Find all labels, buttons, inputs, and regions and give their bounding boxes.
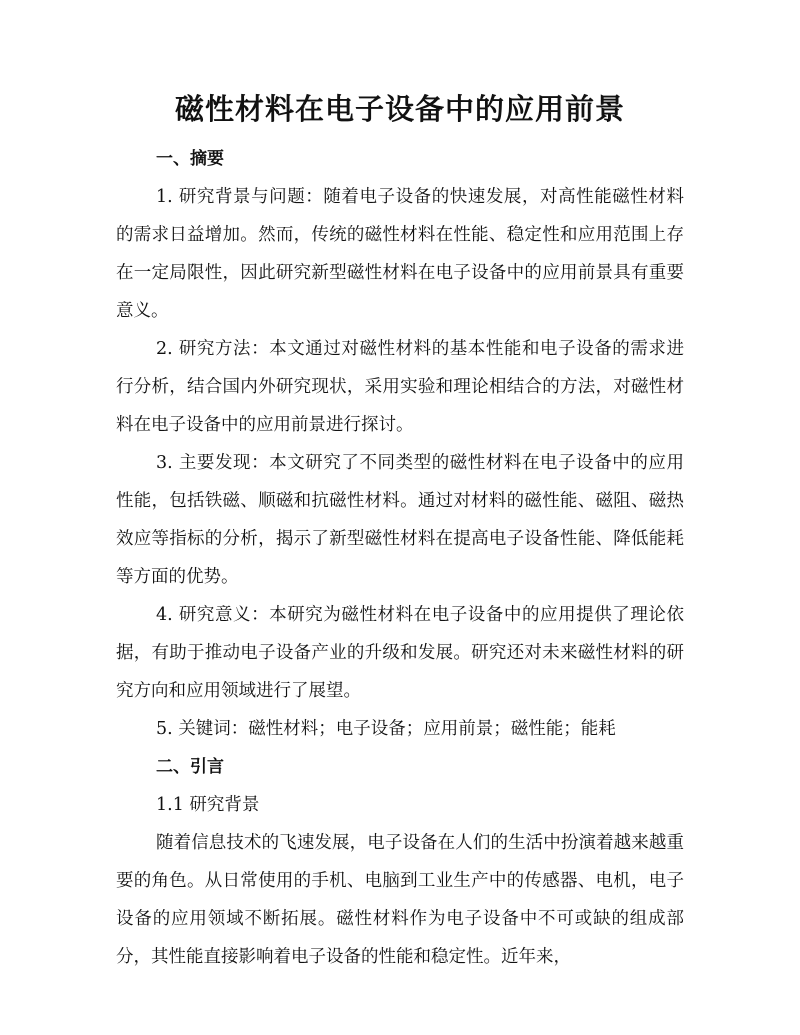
abstract-paragraph-keywords: 5. 关键词：磁性材料；电子设备；应用前景；磁性能；能耗 (156, 719, 616, 739)
abstract-paragraph-findings: 3. 主要发现：本文研究了不同类型的磁性材料在电子设备中的应用性能，包括铁磁、顺磁和抗磁性材料。通过对材料的磁性能、磁阻、磁热效应等指标的分析，揭示了新型磁性材料在提高电子设备性能、降低能耗等方面的优势。 (116, 453, 684, 587)
section-introduction (116, 748, 684, 976)
abstract-paragraph-methods: 2. 研究方法：本文通过对磁性材料的基本性能和电子设备的需求进行分析，结合国内外研究现状，采用实验和理论相结合的方法，对磁性材料在电子设备中的应用前景进行探讨。 (116, 339, 684, 435)
introduction-paragraph: 随着信息技术的飞速发展，电子设备在人们的生活中扮演着越来越重要的角色。从日常使用的手机、电脑到工业生产中的传感器、电机，电子设备的应用领域不断拓展。磁性材料作为电子设备中不可或缺的组成部分，其性能直接影响着电子设备的性能和稳定性。近年来， (116, 833, 684, 967)
subsection-heading-background: 1.1 研究背景 (156, 795, 260, 815)
section-heading-introduction: 二、引言 (156, 757, 224, 777)
section-heading-abstract: 一、摘要 (156, 149, 224, 169)
section-abstract (116, 140, 684, 748)
document-title: 磁性材料在电子设备中的应用前景 (174, 92, 625, 126)
abstract-paragraph-significance: 4. 研究意义：本研究为磁性材料在电子设备中的应用提供了理论依据，有助于推动电子设备产业的升级和发展。研究还对未来磁性材料的研究方向和应用领域进行了展望。 (116, 605, 684, 701)
abstract-paragraph-background: 1. 研究背景与问题：随着电子设备的快速发展，对高性能磁性材料的需求日益增加。然而，传统的磁性材料在性能、稳定性和应用范围上存在一定局限性，因此研究新型磁性材料在电子设备中的应用前景具有重要意义。 (116, 187, 684, 321)
